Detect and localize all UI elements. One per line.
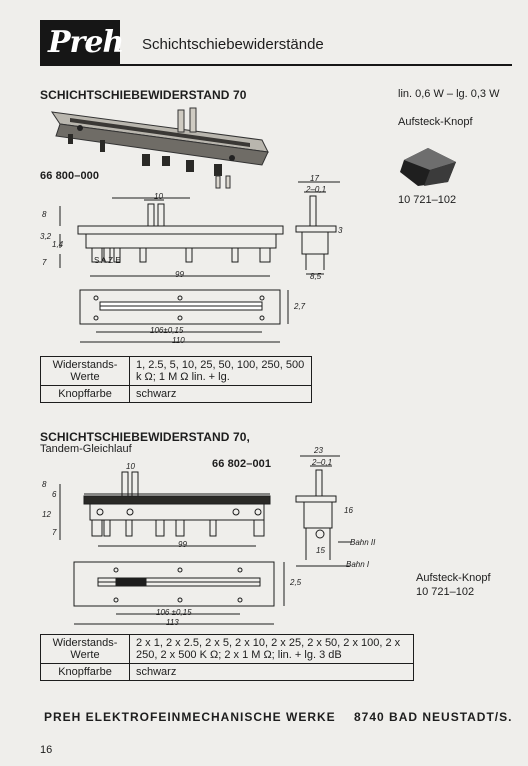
footer-company: PREH ELEKTROFEINMECHANISCHE WERKE [44,710,336,724]
page-number: 16 [40,744,53,756]
dim-23: 23 [314,446,323,455]
dim-110: 110 [172,336,185,345]
dim-2-5: 2,5 [290,578,302,587]
resistance-key: Widerstands-Werte [41,357,130,386]
resistance-values: 2 x 1, 2 x 2.5, 2 x 5, 2 x 10, 2 x 25, 2 x 50, 2 x 100, 2 x 250, 2 x 500 K Ω; 2 x 1 M Ω; lin. + lg. 3 dB [130,635,414,664]
dim-106: 106 ±0,15 [156,608,192,617]
dim-99: 99 [175,270,184,279]
dim-2-7: 2,7 [294,302,306,311]
knob-color-value: schwarz [130,664,414,681]
dim-10: 10 [126,462,135,471]
dim-8: 8 [42,210,47,219]
dim-113: 113 [166,618,179,627]
section2-knob-part: 10 721–102 [416,586,475,598]
dim-12: 12 [42,510,51,519]
section1-knob-part: 10 721–102 [398,194,457,206]
dim-2-01: 2–0,1 [306,185,327,194]
dim-16: 16 [344,506,353,515]
section2-subtitle: Tandem-Gleichlauf [40,443,132,455]
dim-7: 7 [52,528,57,537]
resistance-values: 1, 2.5, 5, 10, 25, 50, 100, 250, 500 k Ω; 1 M Ω lin. + lg. [130,357,312,386]
section2-knob-label: Aufsteck-Knopf [416,572,491,584]
dim-3: 3 [338,226,343,235]
terminal-labels: S A Z E [94,256,121,265]
dim-2-01: 2–0,1 [312,458,333,467]
dim-99: 99 [178,540,187,549]
section1-rating: lin. 0,6 W – lg. 0,3 W [398,88,500,100]
logo-text: Preh [48,25,124,60]
label-bahn-2: Bahn II [350,538,376,547]
section2-spec-table [40,634,414,681]
section1-title: SCHICHTSCHIEBEWIDERSTAND 70 [40,88,247,102]
knob-color-key: Knopffarbe [41,386,130,403]
section2-part-number: 66 802–001 [212,458,272,470]
dim-17: 17 [310,174,319,183]
dim-8-5: 8,5 [310,272,322,281]
footer-address: 8740 BAD NEUSTADT/S. [354,710,513,724]
dim-15: 15 [316,546,325,555]
page-title: Schichtschiebewiderstände [142,36,324,53]
dim-10: 10 [154,192,163,201]
dim-1-4: 1,4 [52,240,64,249]
dim-3-2: 3,2 [40,232,52,241]
knob-color-key: Knopffarbe [41,664,130,681]
label-bahn-1: Bahn I [346,560,370,569]
section1-knob-label: Aufsteck-Knopf [398,116,473,128]
table-row [41,635,414,664]
section2-title: SCHICHTSCHIEBEWIDERSTAND 70, [40,430,250,444]
dim-106: 106±0,15 [150,326,184,335]
dim-6: 6 [52,490,57,499]
dim-7: 7 [42,258,47,267]
resistance-key: Widerstands-Werte [41,635,130,664]
table-row [41,664,414,681]
knob-color-value: schwarz [130,386,312,403]
section1-part-number: 66 800–000 [40,170,100,182]
dim-8: 8 [42,480,47,489]
